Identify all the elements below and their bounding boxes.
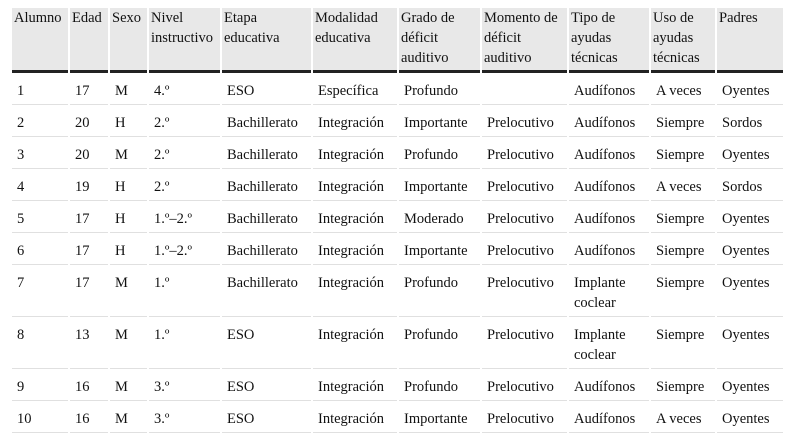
cell-padres: Oyentes xyxy=(717,317,783,369)
cell-padres: Oyentes xyxy=(717,233,783,265)
cell-edad: 20 xyxy=(70,137,108,169)
cell-padres: Oyentes xyxy=(717,369,783,401)
cell-etapa: ESO xyxy=(222,317,311,369)
cell-sexo: M xyxy=(110,73,147,105)
cell-etapa: ESO xyxy=(222,73,311,105)
cell-nivel: 4.º xyxy=(149,73,220,105)
cell-uso-ayudas: A veces xyxy=(651,401,715,433)
cell-etapa: ESO xyxy=(222,401,311,433)
column-header-grado-deficit: Grado de déficit auditivo xyxy=(399,8,480,73)
cell-alumno: 2 xyxy=(12,105,68,137)
cell-modalidad: Integración xyxy=(313,317,397,369)
cell-padres: Oyentes xyxy=(717,401,783,433)
cell-uso-ayudas: Siempre xyxy=(651,201,715,233)
cell-etapa: Bachillerato xyxy=(222,233,311,265)
cell-momento: Prelocutivo xyxy=(482,401,567,433)
table-header xyxy=(12,8,783,73)
cell-padres: Sordos xyxy=(717,105,783,137)
cell-alumno: 4 xyxy=(12,169,68,201)
cell-edad: 16 xyxy=(70,401,108,433)
cell-grado: Profundo xyxy=(399,265,480,317)
table-row xyxy=(12,233,783,265)
cell-nivel: 1.º xyxy=(149,317,220,369)
column-header-uso-ayudas: Uso de ayudas técnicas xyxy=(651,8,715,73)
cell-grado: Importante xyxy=(399,169,480,201)
cell-uso-ayudas: Siempre xyxy=(651,105,715,137)
cell-uso-ayudas: Siempre xyxy=(651,137,715,169)
cell-momento: Prelocutivo xyxy=(482,317,567,369)
cell-grado: Profundo xyxy=(399,73,480,105)
cell-alumno: 6 xyxy=(12,233,68,265)
column-header-etapa-educativa: Etapa educativa xyxy=(222,8,311,73)
cell-modalidad: Integración xyxy=(313,233,397,265)
cell-etapa: Bachillerato xyxy=(222,105,311,137)
cell-modalidad: Integración xyxy=(313,105,397,137)
cell-padres: Oyentes xyxy=(717,73,783,105)
cell-tipo-ayudas: Audífonos xyxy=(569,401,649,433)
cell-grado: Importante xyxy=(399,105,480,137)
cell-momento: Prelocutivo xyxy=(482,369,567,401)
cell-sexo: H xyxy=(110,233,147,265)
column-header-padres: Padres xyxy=(717,8,783,73)
cell-momento: Prelocutivo xyxy=(482,201,567,233)
table-row xyxy=(12,201,783,233)
cell-modalidad: Integración xyxy=(313,169,397,201)
cell-tipo-ayudas: Implante coclear xyxy=(569,265,649,317)
column-header-edad: Edad xyxy=(70,8,108,73)
cell-momento: Prelocutivo xyxy=(482,105,567,137)
cell-tipo-ayudas: Audífonos xyxy=(569,233,649,265)
table-row xyxy=(12,401,783,433)
column-header-alumno: Alumno xyxy=(12,8,68,73)
table-row xyxy=(12,317,783,369)
cell-sexo: H xyxy=(110,169,147,201)
cell-edad: 16 xyxy=(70,369,108,401)
cell-momento: Prelocutivo xyxy=(482,265,567,317)
cell-nivel: 1.º xyxy=(149,265,220,317)
cell-tipo-ayudas: Audífonos xyxy=(569,73,649,105)
cell-grado: Moderado xyxy=(399,201,480,233)
cell-alumno: 9 xyxy=(12,369,68,401)
cell-modalidad: Integración xyxy=(313,369,397,401)
cell-tipo-ayudas: Audífonos xyxy=(569,169,649,201)
cell-sexo: M xyxy=(110,369,147,401)
cell-nivel: 3.º xyxy=(149,401,220,433)
cell-nivel: 2.º xyxy=(149,137,220,169)
cell-momento: Prelocutivo xyxy=(482,233,567,265)
cell-edad: 17 xyxy=(70,201,108,233)
cell-grado: Profundo xyxy=(399,317,480,369)
cell-grado: Importante xyxy=(399,233,480,265)
cell-alumno: 8 xyxy=(12,317,68,369)
column-header-tipo-ayudas: Tipo de ayudas técnicas xyxy=(569,8,649,73)
cell-uso-ayudas: A veces xyxy=(651,169,715,201)
cell-uso-ayudas: Siempre xyxy=(651,233,715,265)
cell-edad: 17 xyxy=(70,73,108,105)
column-header-sexo: Sexo xyxy=(110,8,147,73)
table-row xyxy=(12,169,783,201)
cell-momento xyxy=(482,73,567,105)
cell-alumno: 5 xyxy=(12,201,68,233)
cell-uso-ayudas: Siempre xyxy=(651,265,715,317)
cell-nivel: 3.º xyxy=(149,369,220,401)
cell-tipo-ayudas: Audífonos xyxy=(569,137,649,169)
cell-modalidad: Integración xyxy=(313,401,397,433)
cell-sexo: M xyxy=(110,317,147,369)
header-row xyxy=(12,8,783,73)
cell-etapa: Bachillerato xyxy=(222,201,311,233)
cell-etapa: Bachillerato xyxy=(222,265,311,317)
cell-uso-ayudas: A veces xyxy=(651,73,715,105)
cell-grado: Profundo xyxy=(399,137,480,169)
students-table xyxy=(10,8,785,433)
cell-alumno: 7 xyxy=(12,265,68,317)
cell-padres: Oyentes xyxy=(717,265,783,317)
cell-sexo: H xyxy=(110,105,147,137)
cell-uso-ayudas: Siempre xyxy=(651,317,715,369)
cell-tipo-ayudas: Audífonos xyxy=(569,201,649,233)
cell-uso-ayudas: Siempre xyxy=(651,369,715,401)
cell-padres: Sordos xyxy=(717,169,783,201)
column-header-modalidad-educativa: Modalidad educativa xyxy=(313,8,397,73)
cell-sexo: M xyxy=(110,137,147,169)
table-row xyxy=(12,265,783,317)
cell-padres: Oyentes xyxy=(717,137,783,169)
cell-edad: 17 xyxy=(70,233,108,265)
cell-modalidad: Integración xyxy=(313,137,397,169)
cell-edad: 17 xyxy=(70,265,108,317)
cell-nivel: 2.º xyxy=(149,105,220,137)
column-header-momento-deficit: Momento de déficit auditivo xyxy=(482,8,567,73)
cell-etapa: ESO xyxy=(222,369,311,401)
cell-momento: Prelocutivo xyxy=(482,169,567,201)
cell-tipo-ayudas: Audífonos xyxy=(569,105,649,137)
table-row xyxy=(12,137,783,169)
cell-grado: Profundo xyxy=(399,369,480,401)
cell-nivel: 1.º–2.º xyxy=(149,201,220,233)
cell-momento: Prelocutivo xyxy=(482,137,567,169)
table-body xyxy=(12,73,783,433)
cell-grado: Importante xyxy=(399,401,480,433)
cell-modalidad: Integración xyxy=(313,265,397,317)
cell-alumno: 3 xyxy=(12,137,68,169)
cell-modalidad: Integración xyxy=(313,201,397,233)
cell-edad: 19 xyxy=(70,169,108,201)
cell-nivel: 1.º–2.º xyxy=(149,233,220,265)
cell-tipo-ayudas: Audífonos xyxy=(569,369,649,401)
cell-sexo: H xyxy=(110,201,147,233)
cell-alumno: 1 xyxy=(12,73,68,105)
cell-etapa: Bachillerato xyxy=(222,169,311,201)
cell-edad: 13 xyxy=(70,317,108,369)
table-container xyxy=(10,8,785,433)
table-row xyxy=(12,73,783,105)
cell-sexo: M xyxy=(110,401,147,433)
cell-nivel: 2.º xyxy=(149,169,220,201)
cell-etapa: Bachillerato xyxy=(222,137,311,169)
cell-tipo-ayudas: Implante coclear xyxy=(569,317,649,369)
cell-alumno: 10 xyxy=(12,401,68,433)
cell-sexo: M xyxy=(110,265,147,317)
table-row xyxy=(12,369,783,401)
cell-padres: Oyentes xyxy=(717,201,783,233)
cell-modalidad: Específica xyxy=(313,73,397,105)
column-header-nivel-instructivo: Nivel instructivo xyxy=(149,8,220,73)
cell-edad: 20 xyxy=(70,105,108,137)
table-row xyxy=(12,105,783,137)
